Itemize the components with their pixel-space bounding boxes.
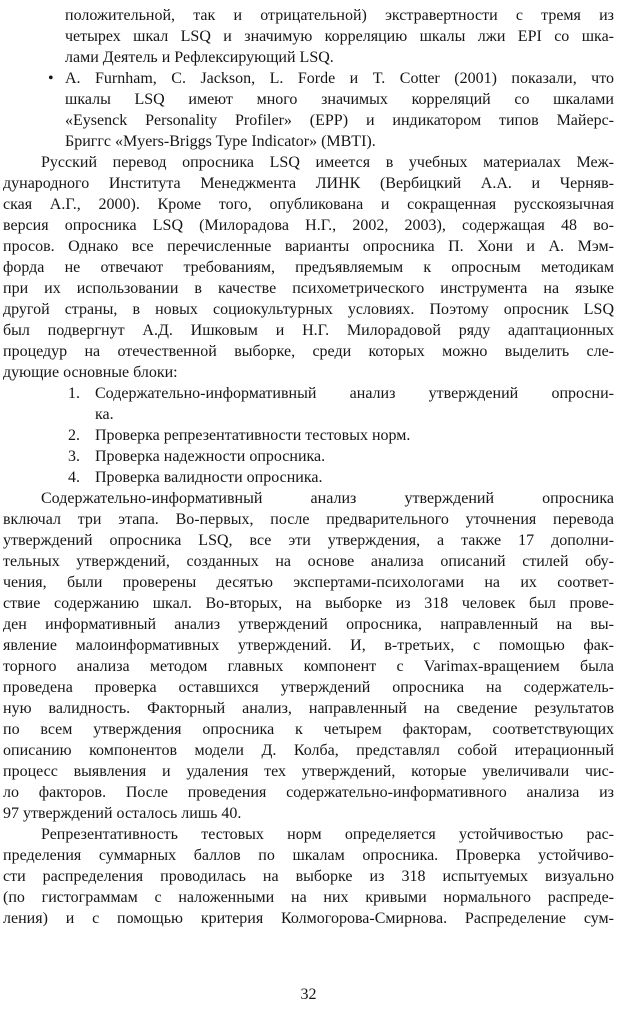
text-line: 97 утверждений осталось лишь 40.: [3, 805, 242, 822]
text-line: ская А.Г., 2000). Кроме того, опубликована и сокращенная русскоязычная: [3, 196, 614, 213]
text-line: ную валидность. Факторный анализ, направленный на сведение результатов: [3, 700, 614, 717]
text-line: (по гистограммам с наложенными на них кривыми нормального распреде-: [3, 889, 614, 906]
text-line: дународного Института Менеджмента ЛИНК (Вербицкий А.А. и Черняв-: [3, 175, 614, 192]
text-line: дующие основные блоки:: [3, 364, 178, 381]
text-line: Бриггс «Myers-Briggs Type Indicator» (MBTI).: [65, 133, 376, 150]
page-number: 32: [300, 986, 317, 1003]
bullet-item: [48, 68, 614, 152]
text-line: Проверка репрезентативности тестовых норм.: [95, 427, 411, 444]
text-line: форда не отвечают требованиям, предъявляемым к опросным методикам: [3, 259, 614, 276]
text-line: четырех шкал LSQ и значимую корреляцию шкалы лжи EPI со шка-: [65, 28, 614, 45]
text-line: A. Furnham, C. Jackson, L. Forde и T. Cotter (2001) показали, что: [65, 70, 614, 87]
text-line: версия опросника LSQ (Милорадова Н.Г., 2002, 2003), содержащая 48 во-: [3, 217, 614, 234]
text-line: был подвергнут А.Д. Ишковым и Н.Г. Милорадовой ряду адаптационных: [3, 322, 614, 339]
text-line: Содержательно-информативный анализ утверждений опросни-: [95, 385, 614, 402]
list-item: [68, 383, 614, 425]
text-line: описанию компонентов модели Д. Колба, представлял собой итерационный: [3, 742, 614, 759]
text-line: ствие содержанию шкал. Во-вторых, на выборке из 318 человек был прове-: [3, 595, 614, 612]
text-line: Содержательно-информативный анализ утверждений опросника: [41, 490, 614, 507]
list-item-number: 2.: [68, 427, 80, 444]
text-line: Репрезентативность тестовых норм определяется устойчивостью рас-: [41, 826, 614, 843]
text-line: Проверка надежности опросника.: [95, 448, 326, 465]
list-item-number: 1.: [68, 385, 80, 402]
text-line: процедур на отечественной выборке, среди которых можно выделить сле-: [3, 343, 614, 360]
text-line: процесс выявления и удаления тех утверждений, которые увеличивали чис-: [3, 763, 614, 780]
text-line: чения, были проверены десятью экспертами-психологами на их соответ-: [3, 574, 614, 591]
text-line: тельных утверждений, созданных на основе анализа описаний стилей обу-: [3, 553, 614, 570]
text-line: ло факторов. После проведения содержательно-информативного анализа из: [3, 784, 614, 801]
text-line: ления) и с помощью критерия Колмогорова-Смирнова. Распределение сум-: [3, 910, 614, 927]
text-line: «Eysenck Personality Profiler» (EPP) и индикатором типов Майерс-: [65, 112, 614, 129]
text-line: проведена проверка оставшихся утверждений опросника на содержатель-: [3, 679, 614, 696]
paragraph: [3, 488, 614, 824]
text-line: утверждений опросника LSQ, все эти утверждения, а также 17 дополни-: [3, 532, 614, 549]
text-line: положительной, так и отрицательной) экстравертности с тремя из: [65, 7, 614, 24]
text-line: явление малоинформативных утверждений. И, в-третьих, с помощью фак-: [3, 637, 614, 654]
bullet-item: [65, 5, 614, 68]
text-line: ка.: [95, 406, 114, 423]
list-item-number: 4.: [68, 469, 80, 486]
paragraph: [3, 824, 614, 929]
text-line: Проверка валидности опросника.: [95, 469, 323, 486]
text-line: шкалы LSQ имеют много значимых корреляций со шкалами: [65, 91, 614, 108]
text-line: другой страны, в новых социокультурных условиях. Поэтому опросник LSQ: [3, 301, 614, 318]
text-line: сти распределения проводилась на выборке из 318 испытуемых визуально: [3, 868, 614, 885]
text-line: торного анализа методом главных компонент с Varimax-вращением была: [3, 658, 614, 675]
bullet-icon: •: [48, 70, 54, 87]
text-line: лами Деятель и Рефлексирующий LSQ.: [65, 49, 334, 66]
list-item: [68, 467, 614, 488]
text-line: по всем утверждения опросника к четырем факторам, соответствующих: [3, 721, 614, 738]
list-item: [68, 425, 614, 446]
text-line: включал три этапа. Во-первых, после предварительного уточнения перевода: [3, 511, 614, 528]
list-item: [68, 446, 614, 467]
text-line: просов. Однако все перечисленные варианты опросника П. Хони и А. Мэм-: [3, 238, 614, 255]
text-line: пределения суммарных баллов по шкалам опросника. Проверка устойчиво-: [3, 847, 614, 864]
list-item-number: 3.: [68, 448, 80, 465]
text-line: при их использовании в качестве психометрического инструмента на языке: [3, 280, 614, 297]
text-line: Русский перевод опросника LSQ имеется в учебных материалах Меж-: [41, 154, 614, 171]
paragraph: [3, 152, 614, 383]
text-line: ден информативный анализ утверждений опросника, направленный на вы-: [3, 616, 614, 633]
text-body: [3, 5, 614, 929]
